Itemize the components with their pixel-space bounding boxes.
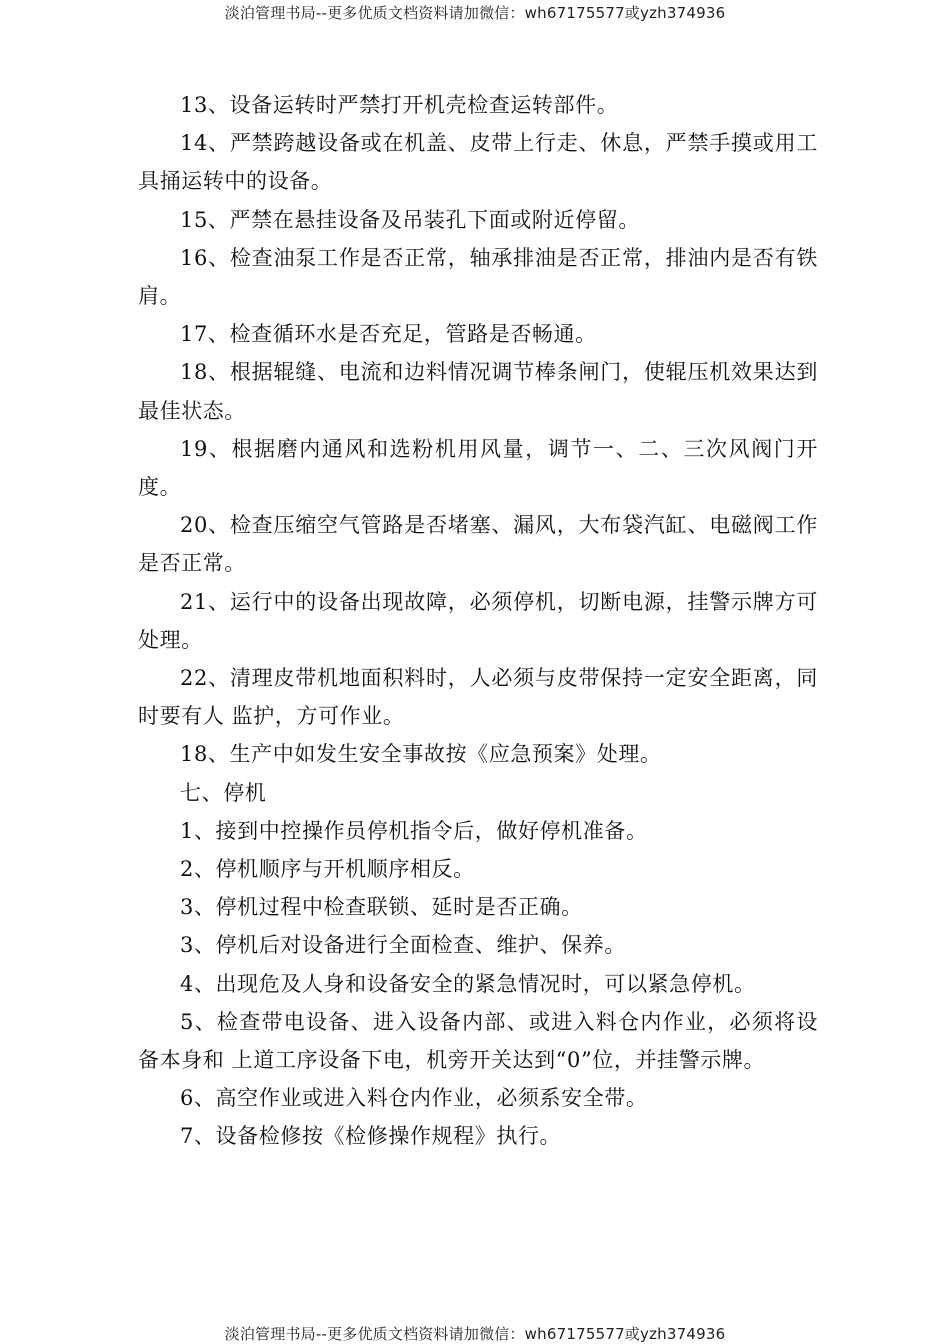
shutdown-item-1: 1、接到中控操作员停机指令后，做好停机准备。: [180, 818, 648, 843]
paragraph-21: 21、运行中的设备出现故障，必须停机，切断电源，挂警示牌方可处理。: [138, 589, 818, 652]
page-header: 淡泊管理书局--更多优质文档资料请加微信：wh67175577或yzh374936: [224, 4, 726, 22]
paragraph-emergency: 18、生产中如发生安全事故按《应急预案》处理。: [180, 742, 662, 767]
paragraph-19: 19、根据磨内通风和选粉机用风量，调节一、二、三次风阀门开度。: [138, 436, 818, 500]
shutdown-item-2: 2、停机顺序与开机顺序相反。: [180, 857, 475, 882]
paragraph-18: 18、根据辊缝、电流和边料情况调节棒条闸门，使辊压机效果达到最佳状态。: [138, 360, 818, 423]
paragraph-14: 14、严禁跨越设备或在机盖、皮带上行走、休息，严禁手摸或用工具捅运转中的设备。: [138, 131, 818, 194]
paragraph-17: 17、检查循环水是否充足，管路是否畅通。: [180, 322, 597, 347]
paragraph-13: 13、设备运转时严禁打开机壳检查运转部件。: [180, 93, 619, 117]
document-body: [138, 86, 818, 1156]
shutdown-item-7: 7、设备检修按《检修操作规程》执行。: [180, 1124, 562, 1149]
shutdown-item-4: 4、出现危及人身和设备安全的紧急情况时，可以紧急停机。: [180, 971, 756, 996]
shutdown-item-6: 6、高空作业或进入料仓内作业，必须系安全带。: [180, 1086, 648, 1111]
page-footer: 淡泊管理书局--更多优质文档资料请加微信：wh67175577或yzh374936: [224, 1325, 726, 1343]
paragraph-15: 15、严禁在悬挂设备及吊装孔下面或附近停留。: [180, 207, 640, 232]
shutdown-item-3b: 3、停机后对设备进行全面检查、维护、保养。: [180, 933, 626, 958]
shutdown-item-3a: 3、停机过程中检查联锁、延时是否正确。: [180, 895, 583, 920]
paragraph-22: 22、清理皮带机地面积料时，人必须与皮带保持一定安全距离，同时要有人 监护，方可作业。: [138, 666, 818, 729]
paragraph-20: 20、检查压缩空气管路是否堵塞、漏风，大布袋汽缸、电磁阀工作是否正常。: [138, 513, 818, 576]
section-heading-shutdown: 七、停机: [180, 780, 267, 805]
shutdown-item-5: 5、检查带电设备、进入设备内部、或进入料仓内作业，必须将设备本身和 上道工序设备下电，机旁开关达到“0”位，并挂警示牌。: [138, 1009, 818, 1073]
paragraph-16: 16、检查油泵工作是否正常，轴承排油是否正常，排油内是否有铁肩。: [138, 245, 818, 309]
